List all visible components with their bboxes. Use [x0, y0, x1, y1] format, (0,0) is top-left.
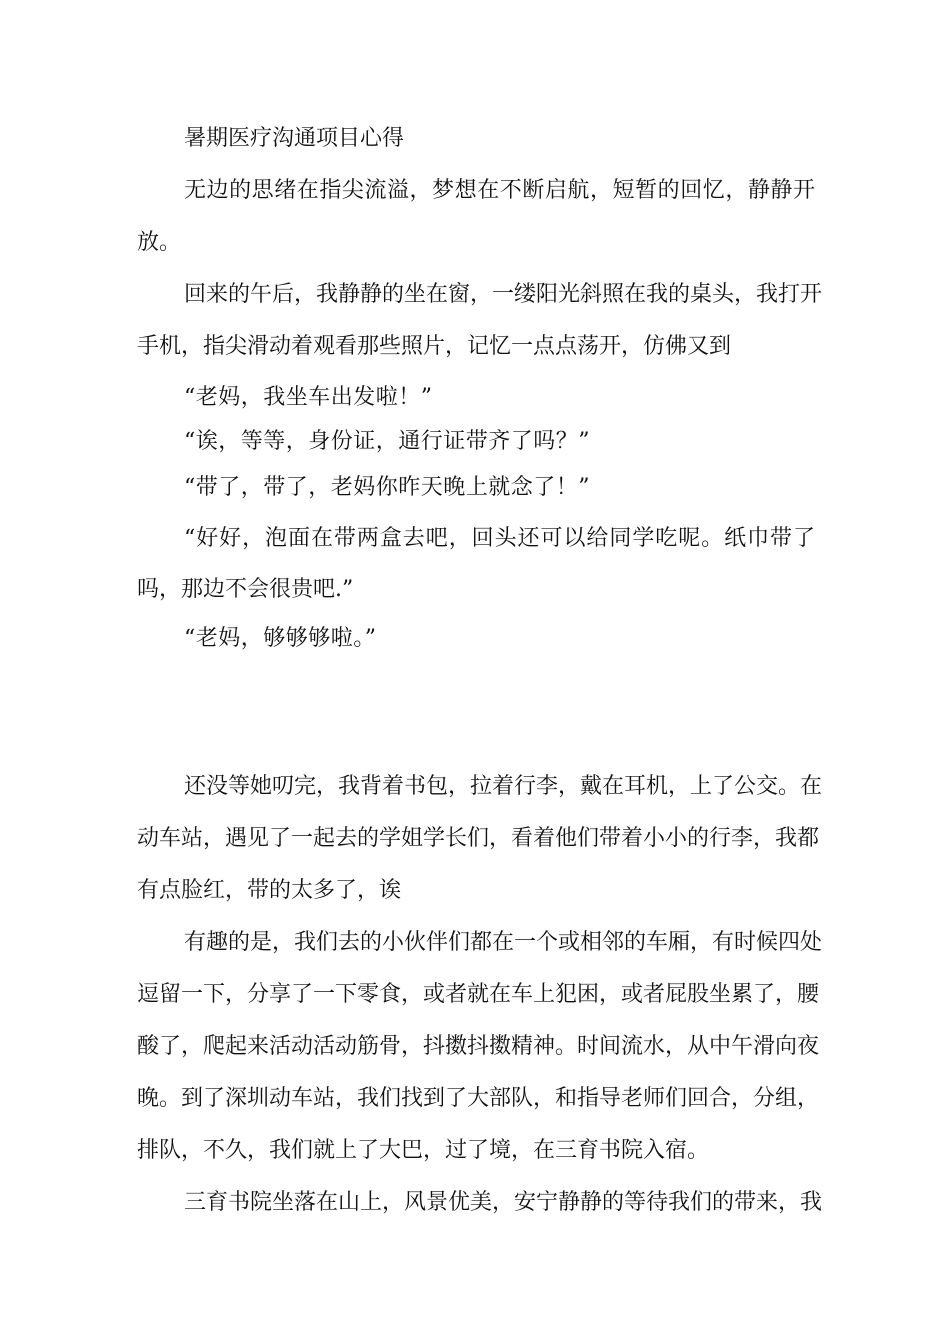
paragraph-line: 有点脸红，带的太多了，诶 [137, 878, 402, 903]
paragraph-line: 酸了，爬起来活动活动筋骨，抖擞抖擞精神。时间流水，从中午滑向夜 [137, 1034, 820, 1059]
dialogue-line: “诶，等等，身份证，通行证带齐了吗？” [184, 429, 590, 454]
paragraph-line: 逗留一下，分享了一下零食，或者就在车上犯困，或者屁股坐累了，腰 [137, 982, 820, 1007]
paragraph-line: 动车站，遇见了一起去的学姐学长们，看着他们带着小小的行李，我都 [137, 826, 820, 851]
paragraph-line: 吗，那边不会很贵吧.” [137, 577, 354, 602]
paragraph-line: 晚。到了深圳动车站，我们找到了大部队，和指导老师们回合，分组， [137, 1086, 820, 1111]
document-title: 暑期医疗沟通项目心得 [184, 126, 405, 151]
paragraph-line: 放。 [137, 230, 182, 255]
dialogue-line: “带了，带了，老妈你昨天晚上就念了！” [184, 475, 590, 500]
paragraph-line: 回来的午后，我静静的坐在窗，一缕阳光斜照在我的桌头，我打开 [184, 282, 823, 307]
paragraph-line: 三育书院坐落在山上，风景优美，安宁静静的等待我们的带来，我 [184, 1190, 823, 1215]
dialogue-line: “老妈，我坐车出发啦！” [184, 385, 433, 410]
paragraph-line: 还没等她叨完，我背着书包，拉着行李，戴在耳机，上了公交。在 [184, 774, 823, 799]
paragraph-line: 无边的思绪在指尖流溢，梦想在不断启航，短暂的回忆，静静开 [184, 178, 815, 203]
dialogue-line: “老妈，够够够啦。” [184, 626, 377, 651]
paragraph-line: 手机，指尖滑动着观看那些照片，记忆一点点荡开，仿佛又到 [137, 334, 732, 359]
paragraph-line: “好好，泡面在带两盒去吧，回头还可以给同学吃呢。纸巾带了 [184, 526, 815, 551]
paragraph-line: 排队，不久，我们就上了大巴，过了境，在三育书院入宿。 [137, 1138, 710, 1163]
paragraph-line: 有趣的是，我们去的小伙伴们都在一个或相邻的车厢，有时候四处 [184, 930, 823, 955]
